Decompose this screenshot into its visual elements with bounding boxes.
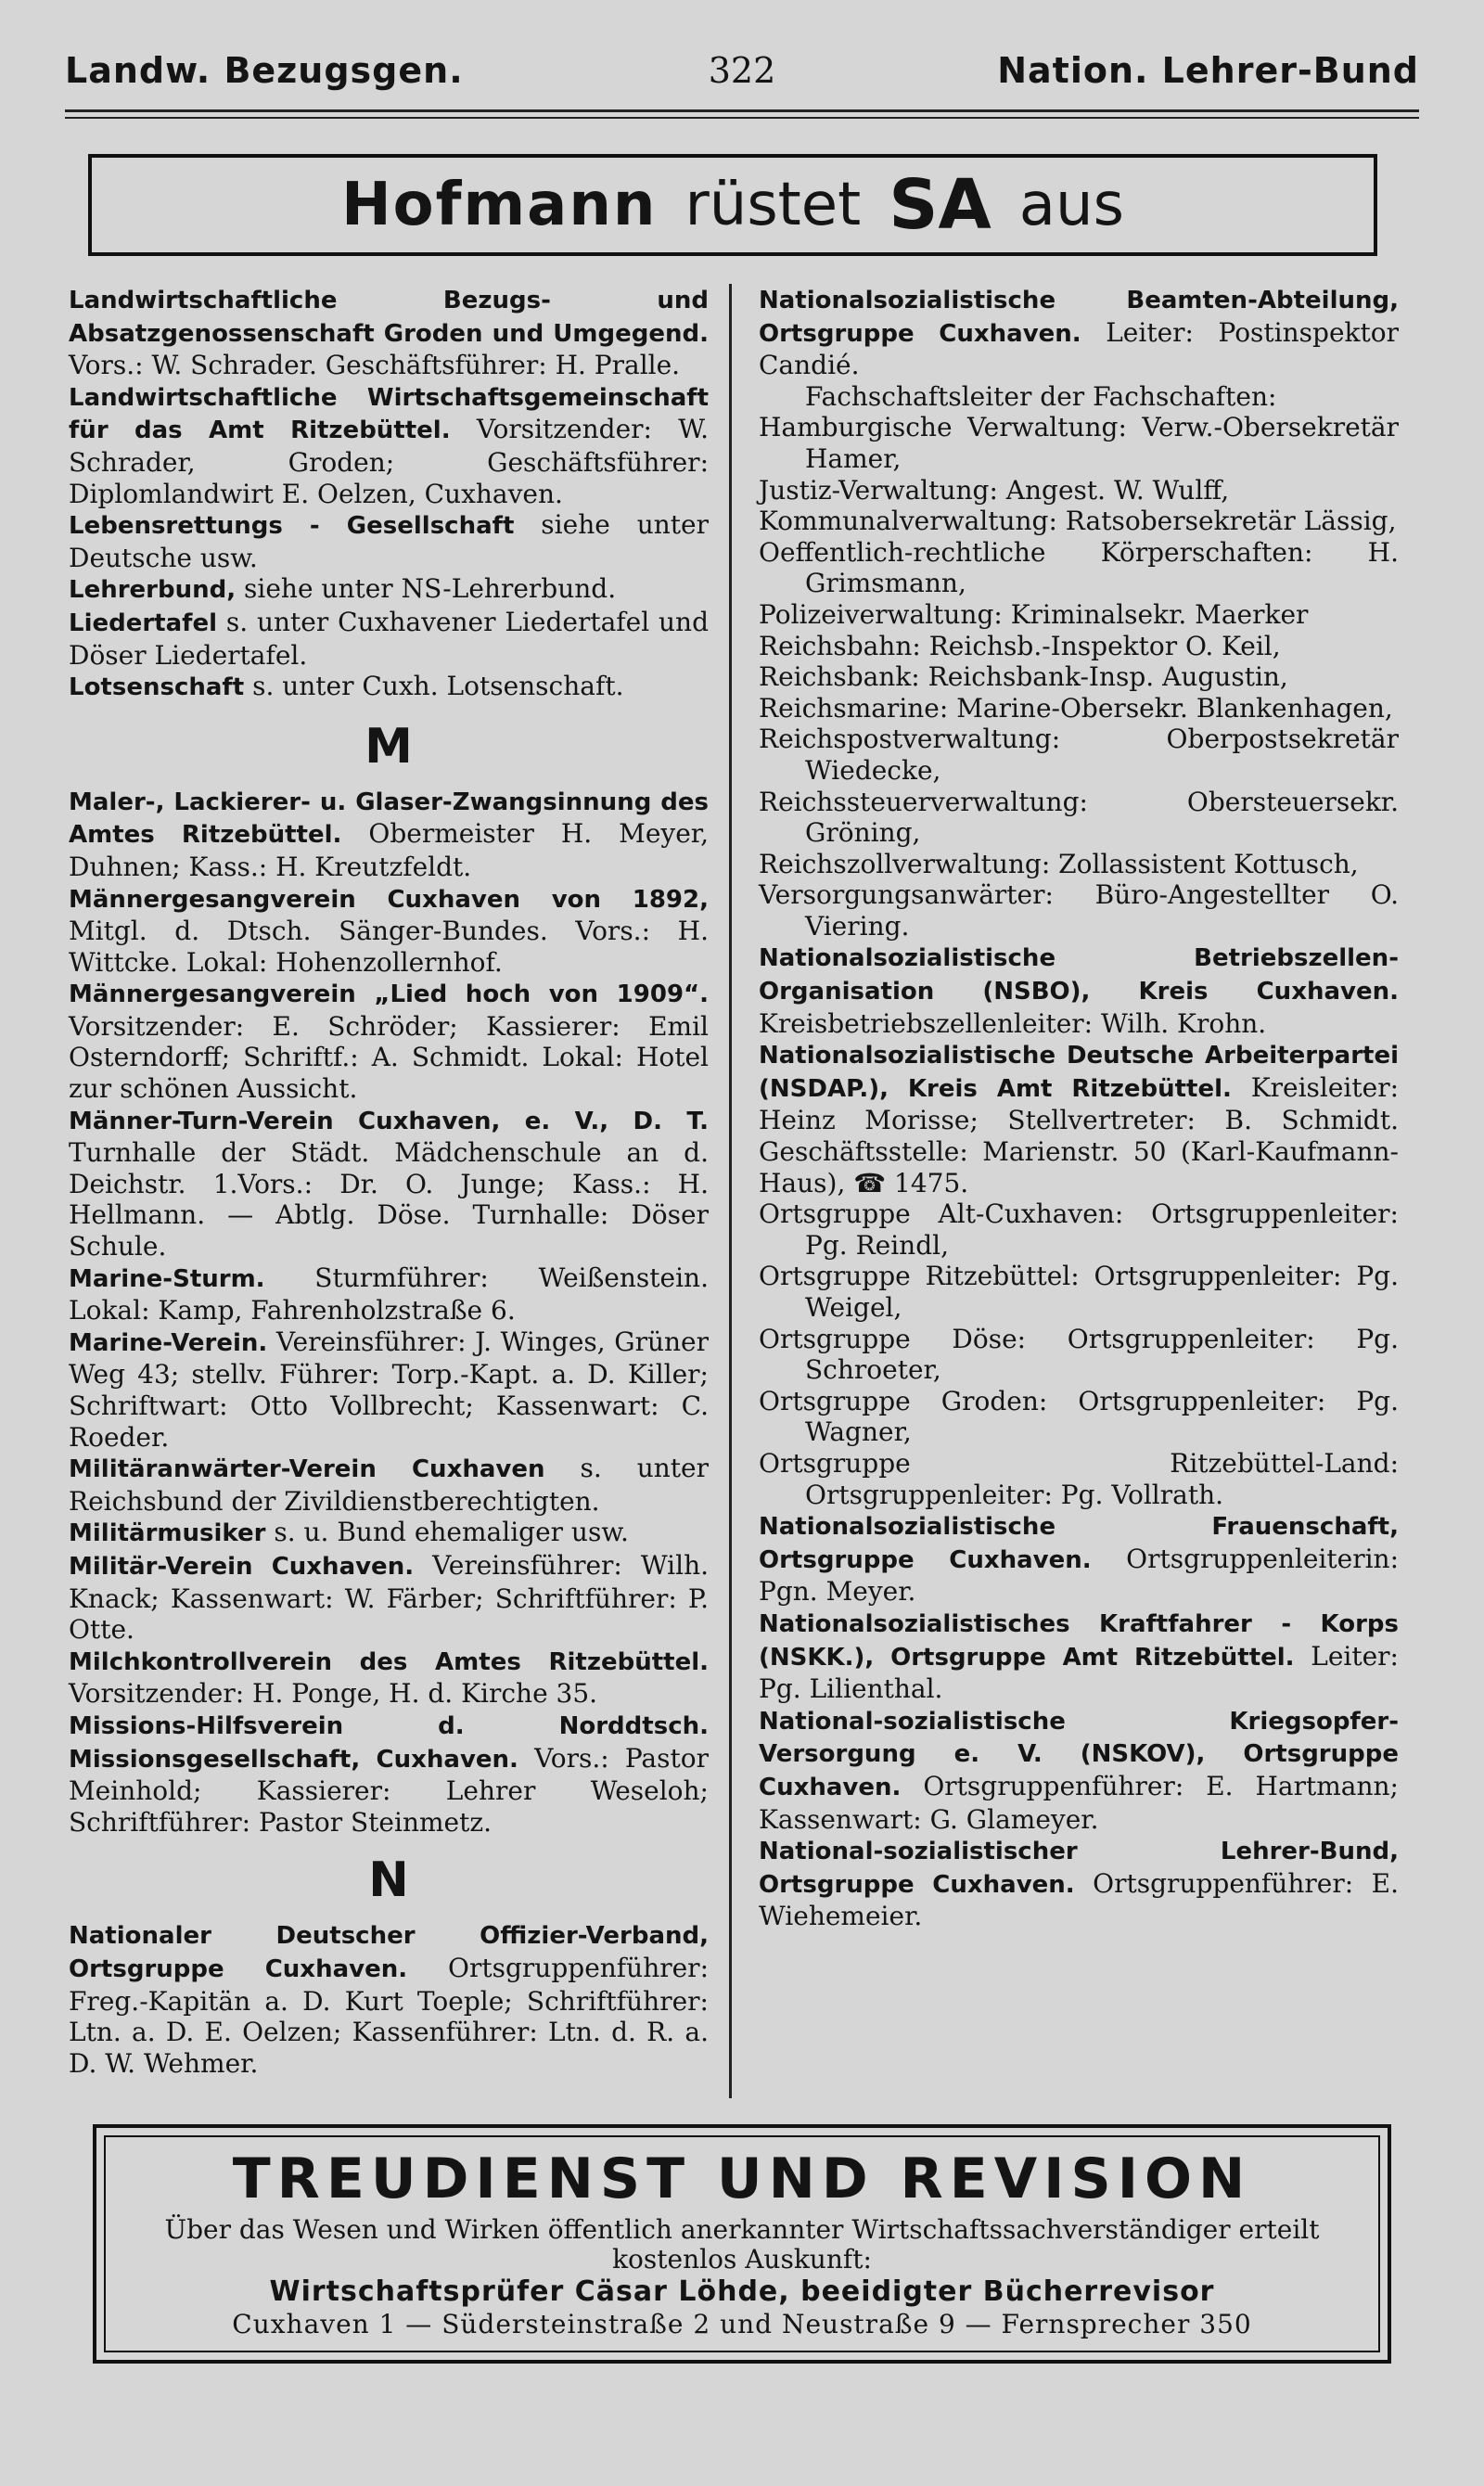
entry-text: Vereinsführer: J. Winges, Grüner Weg 43; stellv. Führer: Torp.-Kapt. a. D. Killer; Schriftwart: Otto Vollbrecht; Kassenwart: C. Roeder. (69, 1326, 709, 1453)
entry-title: Männergesangverein „Lied hoch von 1909“. (69, 980, 709, 1009)
entry-title: Marine-Sturm. (69, 1264, 265, 1293)
header-left: Landw. Bezugsgen. (65, 50, 464, 91)
entry-text: s. unter Cuxhavener Liedertafel und Döser Liedertafel. (69, 606, 709, 671)
subentry: Oeffentlich-rechtliche Körperschaften: H. Grimsmann, (759, 536, 1399, 599)
directory-entry (69, 1105, 709, 1262)
entry-text: Vereinsführer: Wilh. Knack; Kassenwart: W. Färber; Schriftführer: P. Otte. (69, 1549, 709, 1646)
left-column (69, 284, 709, 2079)
ad-description: Über das Wesen und Wirken öffentlich anerkannter Wirtschaftssachverständiger erteilt kostenlos Auskunft: (164, 2214, 1320, 2275)
ad-hofmann-name: Hofmann (341, 171, 658, 239)
entry-text: Mitgl. d. Dtsch. Sänger-Bundes. Vors.: H. Wittcke. Lokal: Hohenzollernhof. (69, 916, 709, 978)
directory-entry (759, 284, 1399, 381)
directory-entry (759, 1039, 1399, 1198)
directory-entry (69, 284, 709, 381)
subentry: Hamburgische Verwaltung: Verw.-Obersekretär Hamer, (759, 412, 1399, 474)
entry-title: Nationalsozialistische Beamten-Abteilung, Ortsgruppe Cuxhaven. (759, 287, 1399, 348)
entry-title: Missions-Hilfsverein d. Norddtsch. Missionsgesellschaft, Cuxhaven. (69, 1711, 709, 1774)
entry-title: Nationalsozialistisches Kraftfahrer - Korps (NSKK.), Ortsgruppe Amt Ritzebüttel. (759, 1609, 1399, 1672)
entry-text: Sturmführer: Weißenstein. Lokal: Kamp, Fahrenholzstraße 6. (69, 1262, 709, 1326)
ad-hofmann-sa: SA (889, 165, 991, 245)
directory-entry (69, 1710, 709, 1838)
subentry: Reichsmarine: Marine-Obersekr. Blankenhagen, (759, 692, 1393, 724)
advertisement-treudienst (93, 2124, 1391, 2364)
directory-entry (69, 509, 709, 573)
running-head (65, 45, 1419, 100)
subentry: Ortsgruppe Döse: Ortsgruppenleiter: Pg. Schroeter, (759, 1323, 1399, 1386)
entry-text: Leiter: Pg. Lilienthal. (759, 1640, 1399, 1705)
directory-entry (69, 1453, 709, 1517)
entry-text: Vorsitzender: W. Schrader, Groden; Geschäftsführer: Diplomlandwirt E. Oelzen, Cuxhaven. (69, 414, 709, 509)
subentry: Ortsgruppe Alt-Cuxhaven: Ortsgruppenleiter: Pg. Reindl, (759, 1198, 1399, 1261)
entry-title: Milchkontrollverein des Amtes Ritzebüttel. (69, 1647, 709, 1676)
subentry: Reichszollverwaltung: Zollassistent Kottusch, (759, 848, 1359, 879)
entry-title: Nationalsozialistische Frauenschaft, Ortsgruppe Cuxhaven. (759, 1513, 1399, 1574)
entry-text: Vorsitzender: E. Schröder; Kassierer: Emil Osterndorff; Schriftf.: A. Schmidt. Lokal: Hotel zur schönen Aussicht. (69, 1010, 709, 1105)
directory-entry (69, 381, 709, 509)
ad-headline: TREUDIENST UND REVISION (232, 2146, 1252, 2211)
entry-title: Lehrerbund, (69, 576, 237, 605)
entry-text: siehe unter NS-Lehrerbund. (236, 573, 617, 605)
section-letter-m: M (365, 718, 413, 775)
subentry-heading: Fachschaftsleiter der Fachschaften: (805, 380, 1277, 412)
entry-title: Nationalsozialistische Betriebszellen-Organisation (NSBO), Kreis Cuxhaven. (759, 944, 1399, 1006)
header-rule (65, 109, 1419, 112)
directory-entry (69, 573, 709, 607)
subentry: Justiz-Verwaltung: Angest. W. Wulff, (759, 474, 1230, 506)
subentry: Reichssteuerverwaltung: Obersteuersekr. Gröning, (759, 786, 1399, 849)
ad-hofmann-aus: aus (1018, 171, 1124, 239)
directory-entry (759, 1608, 1399, 1705)
entry-title: Militäranwärter-Verein Cuxhaven (69, 1455, 545, 1484)
header-rule-secondary (65, 117, 1419, 119)
entry-text: Ortsgruppenführer: E. Hartmann; Kassenwart: G. Glameyer. (759, 1770, 1399, 1835)
directory-entry (69, 1262, 709, 1326)
page-number: 322 (708, 50, 776, 91)
directory-entry (69, 1550, 709, 1646)
entry-title: National-sozialistischer Lehrer-Bund, Ortsgruppe Cuxhaven. (759, 1838, 1399, 1899)
directory-entry (759, 942, 1399, 1039)
subentry: Versorgungsanwärter: Büro-Angestellter O. Viering. (759, 879, 1399, 942)
ad-address: Cuxhaven 1 — Südersteinstraße 2 und Neustraße 9 — Fernsprecher 350 (232, 2309, 1252, 2339)
entry-title: Marine-Verein. (69, 1328, 268, 1357)
entry-title: Nationalsozialistische Deutsche Arbeiterpartei (NSDAP.), Kreis Amt Ritzebüttel. (759, 1042, 1399, 1103)
right-column (759, 284, 1399, 1932)
entry-title: Militärmusiker (69, 1519, 266, 1548)
column-divider (729, 284, 732, 2098)
entry-title: Landwirtschaftliche Wirtschaftsgemeinschaft für das Amt Ritzebüttel. (69, 383, 709, 445)
subentry: Reichsbahn: Reichsb.-Inspektor O. Keil, (759, 630, 1281, 661)
subentry: Reichspostverwaltung: Oberpostsekretär Wiedecke, (759, 724, 1399, 786)
entry-title: National-sozialistische Kriegsopfer-Versorgung e. V. (NSKOV), Ortsgruppe Cuxhaven. (759, 1707, 1399, 1801)
directory-entry (69, 671, 709, 704)
directory-entry (69, 1326, 709, 1453)
entry-title: Maler-, Lackierer- u. Glaser-Zwangsinnung des Amtes Ritzebüttel. (69, 788, 709, 850)
entry-title: Militär-Verein Cuxhaven. (69, 1552, 415, 1581)
entry-text: siehe unter Deutsche usw. (69, 509, 710, 573)
header-right: Nation. Lehrer-Bund (997, 50, 1419, 91)
entry-text: Vors.: W. Schrader. Geschäftsführer: H. Pralle. (69, 350, 681, 381)
subentry: Ortsgruppe Ritzebüttel-Land: Ortsgruppenleiter: Pg. Vollrath. (759, 1447, 1399, 1510)
directory-entry (759, 1510, 1399, 1608)
subentry: Reichsbank: Reichsbank-Insp. Augustin, (759, 661, 1288, 693)
entry-text: Leiter: Postinspektor Candié. (759, 316, 1399, 381)
subentry: Ortsgruppe Groden: Ortsgruppenleiter: Pg. Wagner, (759, 1385, 1399, 1448)
ad-hofmann-verb: rüstet (684, 171, 862, 239)
directory-entry (69, 1646, 709, 1710)
directory-entry (759, 1705, 1399, 1835)
entry-title: Männergesangverein Cuxhaven von 1892, (69, 885, 709, 914)
entry-title: Nationaler Deutscher Offizier-Verband, Ortsgruppe Cuxhaven. (69, 1922, 709, 1983)
section-letter-n: N (368, 1852, 409, 1909)
entry-text: s. unter Reichsbund der Zivildienstberechtigten. (69, 1453, 710, 1517)
directory-entry (69, 978, 709, 1104)
directory-entry (69, 1919, 709, 2079)
directory-entry (69, 607, 709, 671)
entry-text: Obermeister H. Meyer, Duhnen; Kass.: H. Kreutzfeldt. (69, 818, 709, 882)
ad-contact-name: Wirtschaftsprüfer Cäsar Löhde, beeidigter Bücherrevisor (269, 2275, 1215, 2308)
entry-text: Ortsgruppenführer: E. Wiehemeier. (759, 1867, 1399, 1932)
ad-inner-frame (104, 2135, 1380, 2352)
entry-title: Männer-Turn-Verein Cuxhaven, e. V., D. T. (69, 1107, 709, 1135)
entry-text: s. unter Cuxh. Lotsenschaft. (244, 671, 624, 702)
entry-text: Ortsgruppenleiterin: Pgn. Meyer. (759, 1543, 1399, 1608)
entry-text: Ortsgruppenführer: Freg.-Kapitän a. D. Kurt Toeple; Schriftführer: Ltn. a. D. E. Oelzen; Kassenführer: Ltn. d. R. a. D. W. Wehmer. (69, 1952, 709, 2079)
entry-text: s. u. Bund ehemaliger usw. (265, 1517, 629, 1548)
entry-title: Lotsenschaft (69, 673, 245, 702)
advertisement-hofmann (88, 154, 1377, 256)
entry-title: Liedertafel (69, 609, 218, 637)
entry-text: Turnhalle der Städt. Mädchenschule an d. Deichstr. 1.Vors.: Dr. O. Junge; Kass.: H. Hellmann. — Abtlg. Döse. Turnhalle: Döser Schule. (69, 1137, 709, 1262)
subentry: Ortsgruppe Ritzebüttel: Ortsgruppenleiter: Pg. Weigel, (759, 1261, 1399, 1323)
directory-entry (759, 1835, 1399, 1932)
entry-title: Landwirtschaftliche Bezugs- und Absatzgenossenschaft Groden und Umgegend. (69, 287, 709, 348)
subentry: Kommunalverwaltung: Ratsobersekretär Lässig, (759, 506, 1397, 537)
directory-entry (69, 883, 709, 979)
entry-title: Lebensrettungs - Gesellschaft (69, 512, 515, 541)
directory-entry (69, 1517, 709, 1550)
entry-text: Kreisbetriebszellenleiter: Wilh. Krohn. (759, 1007, 1267, 1039)
directory-entry (69, 786, 709, 883)
entry-text: Kreisleiter: Heinz Morisse; Stellvertreter: B. Schmidt. Geschäftsstelle: Marienstr. 50 (Karl-Kaufmann-Haus), ☎ 1475. (759, 1071, 1400, 1198)
entry-text: Vors.: Pastor Meinhold; Kassierer: Lehrer Weseloh; Schriftführer: Pastor Steinmetz. (69, 1742, 709, 1838)
entry-text: Vorsitzender: H. Ponge, H. d. Kirche 35. (69, 1678, 598, 1710)
subentry: Polizeiverwaltung: Kriminalsekr. Maerker (759, 598, 1309, 630)
